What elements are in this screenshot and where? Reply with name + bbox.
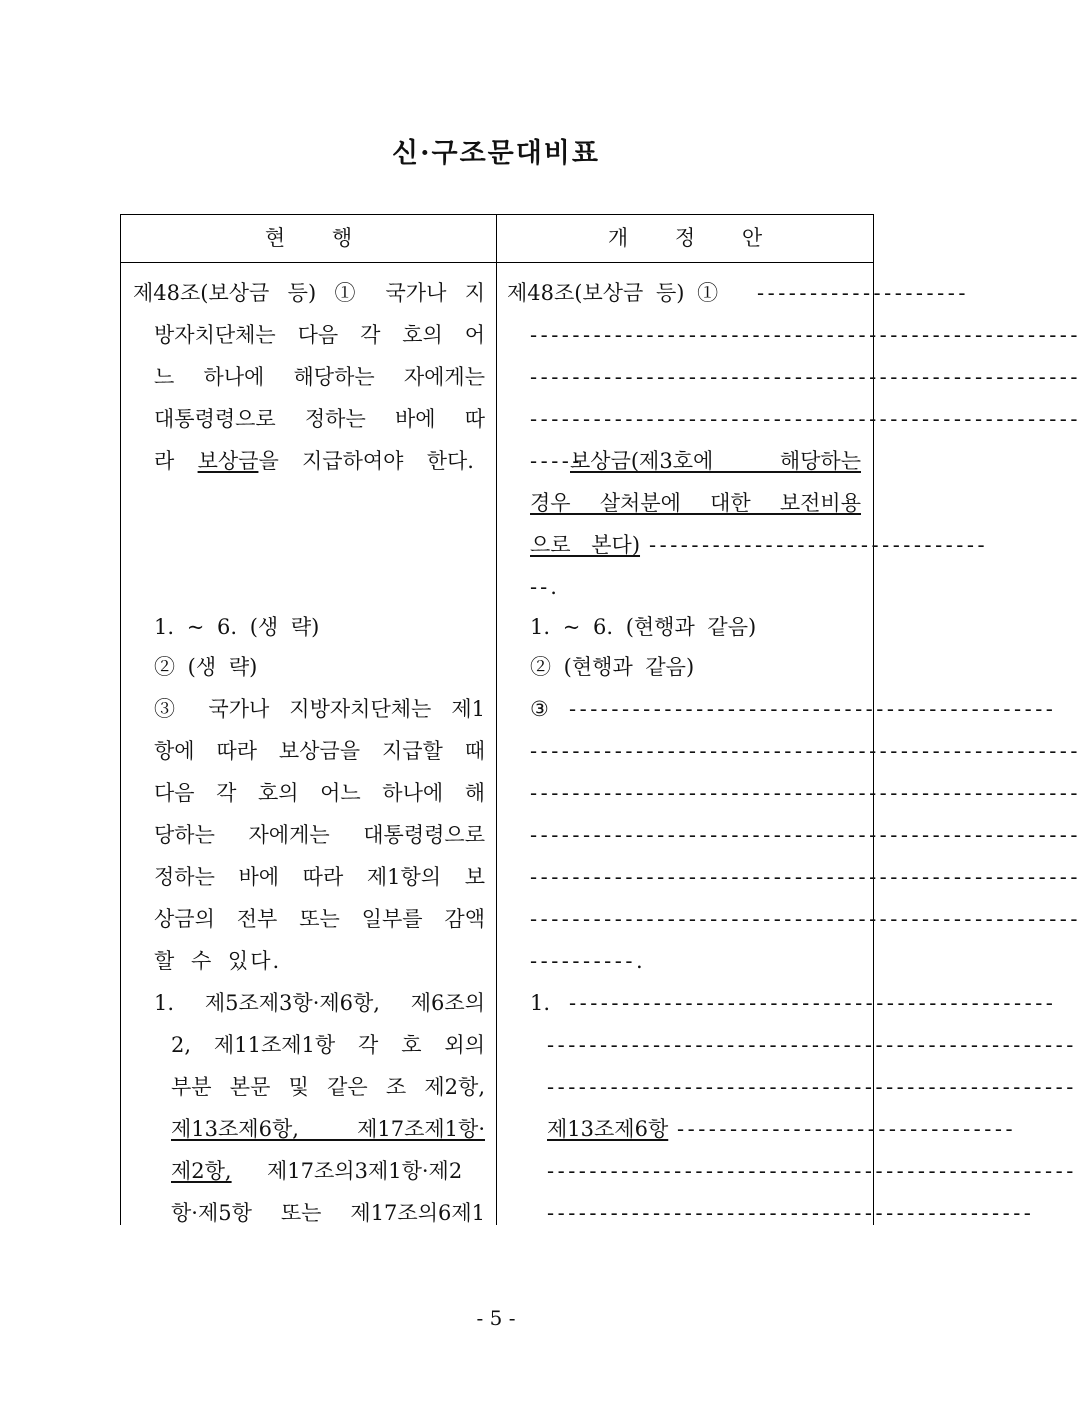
amend-line: ② (현행과 같음) <box>530 655 695 679</box>
amend-dashes: -------------------------------------------------- <box>547 1159 1077 1183</box>
amend-line: 1. <box>530 991 551 1015</box>
amend-dashes: ---------------------------------------------------- <box>530 365 1081 389</box>
header-current: 현 행 <box>264 226 353 250</box>
amend-dashes: ---------------------------------------------------- <box>530 323 1081 347</box>
amend-dashes: -------------------------------------------------- <box>547 1075 1077 1099</box>
amend-line: 제48조(보상금 등) ① <box>507 281 719 305</box>
amend-line: --. <box>530 575 560 599</box>
amend-dashes: ----- <box>530 449 583 473</box>
amend-line-underlined: 제13조제6항 <box>547 1117 669 1141</box>
current-line: 1. ~ 6. (생 략) <box>154 615 320 639</box>
amend-dashes: ---------------------------------------------------- <box>530 823 1081 847</box>
current-line: ② (생 략) <box>154 655 258 679</box>
current-line-underlined: 제2항, <box>171 1159 232 1183</box>
current-line: 느 하나에 해당하는 자에게는 <box>154 365 485 389</box>
current-line: 제48조(보상금 등) ① 국가나 지 <box>133 281 485 305</box>
amend-dashes: ---------------------------------------------------- <box>530 781 1081 805</box>
current-line: 1. 제5조제3항·제6항, 제6조의 <box>154 991 485 1015</box>
comparison-table <box>120 214 1081 1225</box>
amend-line: ----------. <box>530 949 647 973</box>
amend-dashes: -------------------- <box>757 281 969 305</box>
amend-dashes: ---------------------------------------------------- <box>530 739 1081 763</box>
current-line: 상금의 전부 또는 일부를 감액 <box>154 907 485 931</box>
current-line: 대통령령으로 정하는 바에 따 <box>154 407 485 431</box>
amend-line: ③ <box>530 697 549 721</box>
table-header-row <box>121 215 873 263</box>
current-line: 제17조의3제1항·제2 <box>267 1159 463 1183</box>
current-line: 부분 본문 및 같은 조 제2항, <box>171 1075 485 1099</box>
current-line: 항·제5항 또는 제17조의6제1 <box>171 1201 485 1225</box>
current-line: 정하는 바에 따라 제1항의 보 <box>154 865 485 889</box>
column-divider <box>496 215 497 1225</box>
current-line: 라 보상금을 지급하여야 한다. <box>154 449 474 473</box>
amend-dashes: ---------------------------------------------- <box>569 697 1057 721</box>
current-line-underlined: 제13조제6항, 제17조제1항· <box>171 1117 485 1141</box>
amend-line-underlined: 으로 본다) <box>530 533 641 557</box>
current-line: ③ 국가나 지방자치단체는 제1 <box>154 697 485 721</box>
header-amendment: 개 정 안 <box>607 226 763 250</box>
current-line: 2, 제11조제1항 각 호 외의 <box>171 1033 485 1057</box>
amend-line: 1. ~ 6. (현행과 같음) <box>530 615 757 639</box>
document-title: 신·구조문대비표 <box>392 138 600 169</box>
amend-line-underlined: 보상금(제3호에 해당하는 <box>570 449 861 473</box>
current-line: 당하는 자에게는 대통령령으로 <box>154 823 485 847</box>
amend-dashes: -------------------------------- <box>677 1117 1017 1141</box>
amend-dashes: ---------------------------------------------- <box>569 991 1057 1015</box>
amend-dashes: ---------------------------------------------------- <box>530 865 1081 889</box>
amend-dashes: ---------------------------------------------- <box>547 1201 1035 1225</box>
page-number: - 5 - <box>476 1306 516 1330</box>
current-line: 할 수 있다. <box>154 949 282 973</box>
amend-dashes: -------------------------------- <box>649 533 989 557</box>
current-line: 항에 따라 보상금을 지급할 때 <box>154 739 485 763</box>
amend-dashes: ---------------------------------------------------- <box>530 907 1081 931</box>
current-line: 다음 각 호의 어느 하나에 해 <box>154 781 485 805</box>
amend-dashes: ---------------------------------------------------- <box>530 407 1081 431</box>
amend-line-underlined: 경우 살처분에 대한 보전비용 <box>530 491 861 515</box>
current-line: 방자치단체는 다음 각 호의 어 <box>154 323 485 347</box>
amend-dashes: -------------------------------------------------- <box>547 1033 1077 1057</box>
